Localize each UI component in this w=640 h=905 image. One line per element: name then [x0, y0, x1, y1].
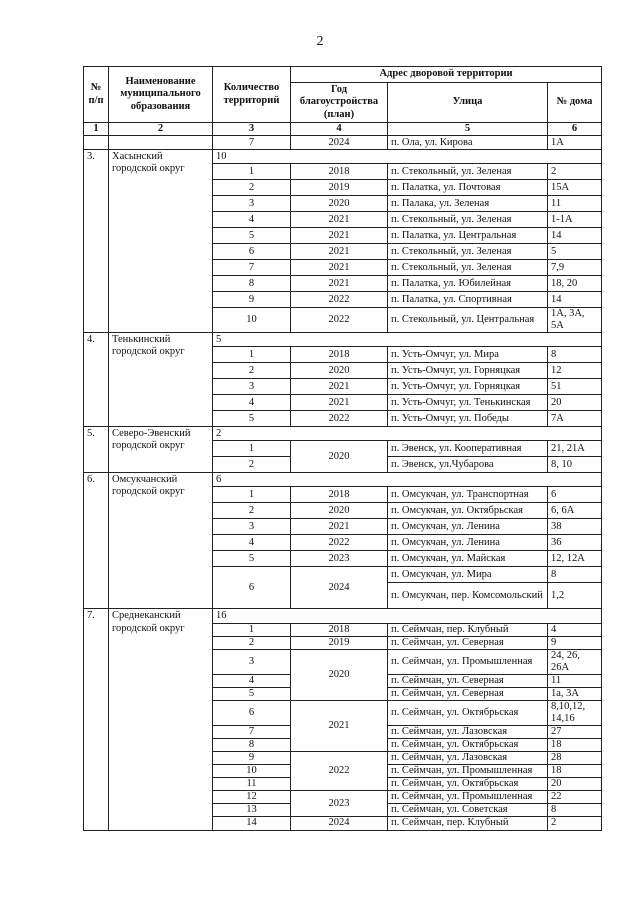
row-num: 8	[213, 739, 291, 752]
row-num: 3	[213, 379, 291, 395]
row-house: 9	[548, 636, 602, 649]
row-street: п. Усть-Омчуг, ул. Победы	[388, 411, 548, 427]
row-num: 12	[213, 791, 291, 804]
row-street: п. Сеймчан, пер. Клубный	[388, 623, 548, 636]
row-street: п. Омсукчан, ул. Ленина	[388, 535, 548, 551]
group-row	[84, 609, 602, 623]
row-street: п. Сеймчан, ул. Октябрьская	[388, 700, 548, 725]
row-num: 7	[213, 726, 291, 739]
index-cell: 5	[388, 123, 548, 136]
group-number: 5.	[84, 427, 109, 473]
row-street: п. Палатка, ул. Юбилейная	[388, 276, 548, 292]
row-house: 2	[548, 817, 602, 830]
territories-table	[83, 66, 602, 831]
row-house: 6	[548, 487, 602, 503]
row-house: 8,10,12, 14,16	[548, 700, 602, 725]
municipality-name: Омсукчанский городской округ	[109, 473, 213, 609]
row-street: п. Сеймчан, ул. Промышленная	[388, 649, 548, 674]
row-num: 5	[213, 687, 291, 700]
row-year: 2023	[291, 551, 388, 567]
group-number: 4.	[84, 333, 109, 427]
row-house: 28	[548, 752, 602, 765]
row-street: п. Палака, ул. Зеленая	[388, 196, 548, 212]
row-house: 21, 21А	[548, 441, 602, 457]
table-row	[84, 136, 602, 150]
row-num: 5	[213, 551, 291, 567]
group-number: 6.	[84, 473, 109, 609]
row-num: 6	[213, 700, 291, 725]
row-house: 5	[548, 244, 602, 260]
index-cell: 4	[291, 123, 388, 136]
row-num: 14	[213, 817, 291, 830]
row-year: 2021	[291, 276, 388, 292]
header-house: № дома	[548, 83, 602, 123]
row-street: п. Палатка, ул. Почтовая	[388, 180, 548, 196]
row-house: 1-1А	[548, 212, 602, 228]
row-num: 2	[213, 636, 291, 649]
row-num: 2	[213, 503, 291, 519]
row-street: п. Омсукчан, ул. Ленина	[388, 519, 548, 535]
row-num: 9	[213, 752, 291, 765]
municipality-name: Среднеканский городской округ	[109, 609, 213, 830]
row-house: 14	[548, 228, 602, 244]
row-street: п. Сеймчан, ул. Северная	[388, 674, 548, 687]
index-cell: 3	[213, 123, 291, 136]
row-num: 5	[213, 228, 291, 244]
row-house: 8	[548, 347, 602, 363]
row-house: 8	[548, 567, 602, 583]
row-year: 2024	[291, 136, 388, 150]
row-street: п. Сеймчан, ул. Октябрьская	[388, 778, 548, 791]
row-street: п. Стекольный, ул. Зеленая	[388, 212, 548, 228]
group-number: 3.	[84, 150, 109, 333]
row-house: 8, 10	[548, 457, 602, 473]
row-year: 2021	[291, 228, 388, 244]
row-year: 2020	[291, 503, 388, 519]
row-year: 2018	[291, 347, 388, 363]
row-house: 1,2	[548, 583, 602, 609]
row-street: п. Эвенск, ул.Чубарова	[388, 457, 548, 473]
row-street: п. Стекольный, ул. Зеленая	[388, 164, 548, 180]
row-num: 13	[213, 804, 291, 817]
row-num: 2	[213, 457, 291, 473]
row-house: 22	[548, 791, 602, 804]
row-num: 10	[213, 308, 291, 333]
row-year: 2022	[291, 308, 388, 333]
row-num: 3	[213, 649, 291, 674]
row-street: п. Усть-Омчуг, ул. Мира	[388, 347, 548, 363]
header-year: Год благоустройства (план)	[291, 83, 388, 123]
row-year: 2021	[291, 260, 388, 276]
row-house: 38	[548, 519, 602, 535]
group-number: 7.	[84, 609, 109, 830]
row-street: п. Стекольный, ул. Зеленая	[388, 244, 548, 260]
row-street: п. Сеймчан, пер. Клубный	[388, 817, 548, 830]
row-num: 8	[213, 276, 291, 292]
row-num: 6	[213, 567, 291, 609]
row-street: п. Стекольный, ул. Зеленая	[388, 260, 548, 276]
row-year: 2021	[291, 519, 388, 535]
row-year: 2018	[291, 623, 388, 636]
row-house: 18, 20	[548, 276, 602, 292]
territory-count: 2	[213, 427, 602, 441]
row-num: 3	[213, 196, 291, 212]
row-house: 11	[548, 196, 602, 212]
row-house: 20	[548, 395, 602, 411]
row-house: 51	[548, 379, 602, 395]
group-row	[84, 150, 602, 164]
row-street: п. Омсукчан, пер. Комсомольский	[388, 583, 548, 609]
row-year: 2024	[291, 567, 388, 609]
index-cell: 2	[109, 123, 213, 136]
row-street: п. Омсукчан, ул. Транспортная	[388, 487, 548, 503]
row-house: 11	[548, 674, 602, 687]
row-house: 1а, 3А	[548, 687, 602, 700]
row-num: 2	[213, 180, 291, 196]
row-street: п. Усть-Омчуг, ул. Тенькинская	[388, 395, 548, 411]
row-year: 2021	[291, 395, 388, 411]
table-body	[84, 136, 602, 830]
row-street: п. Эвенск, ул. Кооперативная	[388, 441, 548, 457]
row-street: п. Омсукчан, ул. Майская	[388, 551, 548, 567]
row-num: 1	[213, 441, 291, 457]
row-street: п. Ола, ул. Кирова	[388, 136, 548, 150]
row-street: п. Сеймчан, ул. Лазовская	[388, 752, 548, 765]
row-num: 9	[213, 292, 291, 308]
row-num: 4	[213, 395, 291, 411]
row-num: 7	[213, 136, 291, 150]
row-year: 2021	[291, 700, 388, 751]
territory-count: 6	[213, 473, 602, 487]
row-num: 4	[213, 674, 291, 687]
row-house: 12, 12А	[548, 551, 602, 567]
row-street: п. Усть-Омчуг, ул. Горняцкая	[388, 363, 548, 379]
row-house: 20	[548, 778, 602, 791]
row-house: 8	[548, 804, 602, 817]
municipality-name: Хасынский городской округ	[109, 150, 213, 333]
row-house: 15А	[548, 180, 602, 196]
row-street: п. Палатка, ул. Спортивная	[388, 292, 548, 308]
row-house: 2	[548, 164, 602, 180]
row-house: 18	[548, 765, 602, 778]
row-house: 36	[548, 535, 602, 551]
row-year: 2018	[291, 487, 388, 503]
row-year: 2021	[291, 379, 388, 395]
row-num: 1	[213, 164, 291, 180]
row-street: п. Сеймчан, ул. Северная	[388, 687, 548, 700]
row-num: 4	[213, 535, 291, 551]
row-num: 6	[213, 244, 291, 260]
row-num: 1	[213, 623, 291, 636]
row-street: п. Палатка, ул. Центральная	[388, 228, 548, 244]
row-year: 2021	[291, 244, 388, 260]
row-house: 12	[548, 363, 602, 379]
row-year: 2021	[291, 212, 388, 228]
row-house: 27	[548, 726, 602, 739]
group-row	[84, 427, 602, 441]
row-year: 2022	[291, 411, 388, 427]
header-num: № п/п	[84, 67, 109, 123]
row-house: 6, 6А	[548, 503, 602, 519]
row-street: п. Сеймчан, ул. Советская	[388, 804, 548, 817]
row-house: 1А, 3А, 5А	[548, 308, 602, 333]
row-year: 2020	[291, 441, 388, 473]
row-year: 2024	[291, 817, 388, 830]
row-year: 2022	[291, 752, 388, 791]
row-house: 24, 26, 26А	[548, 649, 602, 674]
row-year: 2020	[291, 196, 388, 212]
municipality-name: Тенькинский городской округ	[109, 333, 213, 427]
row-street: п. Сеймчан, ул. Промышленная	[388, 791, 548, 804]
row-num: 11	[213, 778, 291, 791]
row-year: 2018	[291, 164, 388, 180]
territory-count: 5	[213, 333, 602, 347]
row-house: 18	[548, 739, 602, 752]
header-street: Улица	[388, 83, 548, 123]
row-house: 4	[548, 623, 602, 636]
index-cell: 1	[84, 123, 109, 136]
row-year: 2020	[291, 649, 388, 700]
row-house: 1А	[548, 136, 602, 150]
row-num: 10	[213, 765, 291, 778]
row-num: 4	[213, 212, 291, 228]
row-year: 2020	[291, 363, 388, 379]
row-street: п. Сеймчан, ул. Лазовская	[388, 726, 548, 739]
territory-count: 10	[213, 150, 602, 164]
row-num: 7	[213, 260, 291, 276]
row-street: п. Усть-Омчуг, ул. Горняцкая	[388, 379, 548, 395]
row-num: 1	[213, 347, 291, 363]
row-year: 2022	[291, 292, 388, 308]
row-num: 1	[213, 487, 291, 503]
row-num: 2	[213, 363, 291, 379]
row-year: 2023	[291, 791, 388, 817]
group-row	[84, 333, 602, 347]
row-house: 7А	[548, 411, 602, 427]
row-street: п. Омсукчан, ул. Октябрьская	[388, 503, 548, 519]
row-house: 14	[548, 292, 602, 308]
row-num: 5	[213, 411, 291, 427]
row-year: 2022	[291, 535, 388, 551]
header-address: Адрес дворовой территории	[291, 67, 602, 83]
header-mo: Наименование муниципального образования	[109, 67, 213, 123]
group-row	[84, 473, 602, 487]
row-street: п. Стекольный, ул. Центральная	[388, 308, 548, 333]
row-street: п. Омсукчан, ул. Мира	[388, 567, 548, 583]
row-street: п. Сеймчан, ул. Октябрьская	[388, 739, 548, 752]
page-number: 2	[316, 34, 324, 49]
municipality-name: Северо-Эвенский городской округ	[109, 427, 213, 473]
row-street: п. Сеймчан, ул. Северная	[388, 636, 548, 649]
header-count: Количество территорий	[213, 67, 291, 123]
row-year: 2019	[291, 180, 388, 196]
row-house: 7,9	[548, 260, 602, 276]
row-year: 2019	[291, 636, 388, 649]
territory-count: 16	[213, 609, 602, 623]
row-street: п. Сеймчан, ул. Промышленная	[388, 765, 548, 778]
row-num: 3	[213, 519, 291, 535]
index-cell: 6	[548, 123, 602, 136]
